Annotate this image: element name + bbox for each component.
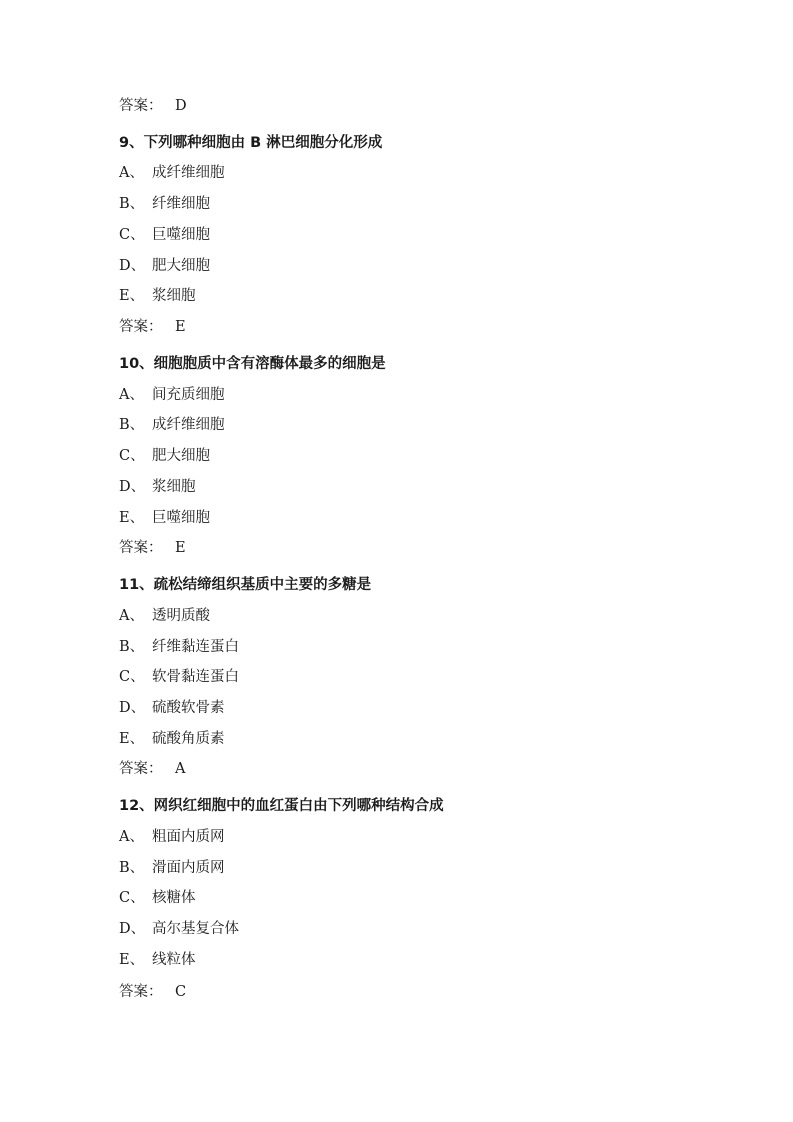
- option-text: 肥大细胞: [152, 258, 210, 274]
- option-item: [119, 476, 196, 498]
- answer-value: A: [175, 761, 186, 777]
- option-text: 巨噬细胞: [152, 227, 210, 243]
- option-text: 高尔基复合体: [152, 921, 239, 937]
- option-item: [119, 949, 196, 971]
- answer-value: E: [175, 319, 186, 335]
- option-letter: C、: [119, 669, 145, 685]
- question-title: 10、细胞胞质中含有溶酶体最多的细胞是: [119, 356, 386, 372]
- option-letter: D、: [119, 479, 146, 495]
- option-letter: A、: [119, 829, 144, 845]
- answer-label: 答案：: [119, 98, 163, 114]
- option-letter: E、: [119, 288, 145, 304]
- option-text: 滑面内质网: [152, 860, 225, 876]
- answer-line: [119, 981, 186, 1003]
- option-letter: B、: [119, 860, 145, 876]
- option-item: [119, 728, 225, 750]
- answer-value: C: [175, 984, 187, 1000]
- option-letter: E、: [119, 731, 145, 747]
- option-item: [119, 224, 210, 246]
- option-letter: C、: [119, 227, 145, 243]
- option-text: 硫酸角质素: [152, 731, 225, 747]
- option-letter: A、: [119, 387, 144, 403]
- option-text: 透明质酸: [152, 608, 210, 624]
- option-letter: D、: [119, 258, 146, 274]
- option-item: [119, 384, 225, 406]
- option-text: 成纤维细胞: [152, 417, 225, 433]
- option-item: [119, 666, 239, 688]
- option-item: [119, 193, 210, 215]
- option-letter: D、: [119, 921, 146, 937]
- answer-line: [119, 316, 186, 338]
- answer-value: E: [175, 540, 186, 556]
- answer-value: D: [175, 98, 187, 114]
- option-text: 核糖体: [152, 890, 196, 906]
- option-letter: C、: [119, 448, 145, 464]
- option-text: 纤维黏连蛋白: [152, 639, 239, 655]
- option-text: 线粒体: [152, 952, 196, 968]
- option-item: [119, 887, 196, 909]
- option-text: 硫酸软骨素: [152, 700, 225, 716]
- option-item: [119, 857, 225, 879]
- option-item: [119, 445, 210, 467]
- option-text: 肥大细胞: [152, 448, 210, 464]
- answer-label: 答案：: [119, 540, 163, 556]
- answer-line: [119, 758, 185, 780]
- answer-label: 答案：: [119, 761, 163, 777]
- option-text: 成纤维细胞: [152, 165, 225, 181]
- question-title: 12、网织红细胞中的血红蛋白由下列哪种结构合成: [119, 798, 444, 814]
- option-letter: A、: [119, 165, 144, 181]
- option-text: 软骨黏连蛋白: [152, 669, 239, 685]
- answer-line: [119, 95, 187, 117]
- question-title: 9、下列哪种细胞由 B 淋巴细胞分化形成: [119, 135, 383, 151]
- option-item: [119, 162, 225, 184]
- option-item: [119, 605, 210, 627]
- option-text: 浆细胞: [152, 288, 196, 304]
- option-letter: B、: [119, 639, 145, 655]
- option-letter: C、: [119, 890, 145, 906]
- option-letter: A、: [119, 608, 144, 624]
- option-text: 巨噬细胞: [152, 510, 210, 526]
- option-letter: B、: [119, 417, 145, 433]
- option-item: [119, 255, 210, 277]
- option-text: 纤维细胞: [152, 196, 210, 212]
- option-letter: D、: [119, 700, 146, 716]
- answer-label: 答案：: [119, 319, 163, 335]
- answer-label: 答案：: [119, 984, 163, 1000]
- question-title: 11、疏松结缔组织基质中主要的多糖是: [119, 577, 372, 593]
- option-text: 粗面内质网: [152, 829, 225, 845]
- option-item: [119, 697, 225, 719]
- option-item: [119, 918, 239, 940]
- option-text: 间充质细胞: [152, 387, 225, 403]
- option-item: [119, 636, 239, 658]
- option-letter: B、: [119, 196, 145, 212]
- answer-line: [119, 537, 186, 559]
- option-item: [119, 285, 196, 307]
- option-letter: E、: [119, 952, 145, 968]
- option-letter: E、: [119, 510, 145, 526]
- option-item: [119, 507, 210, 529]
- option-item: [119, 414, 225, 436]
- option-text: 浆细胞: [152, 479, 196, 495]
- option-item: [119, 826, 225, 848]
